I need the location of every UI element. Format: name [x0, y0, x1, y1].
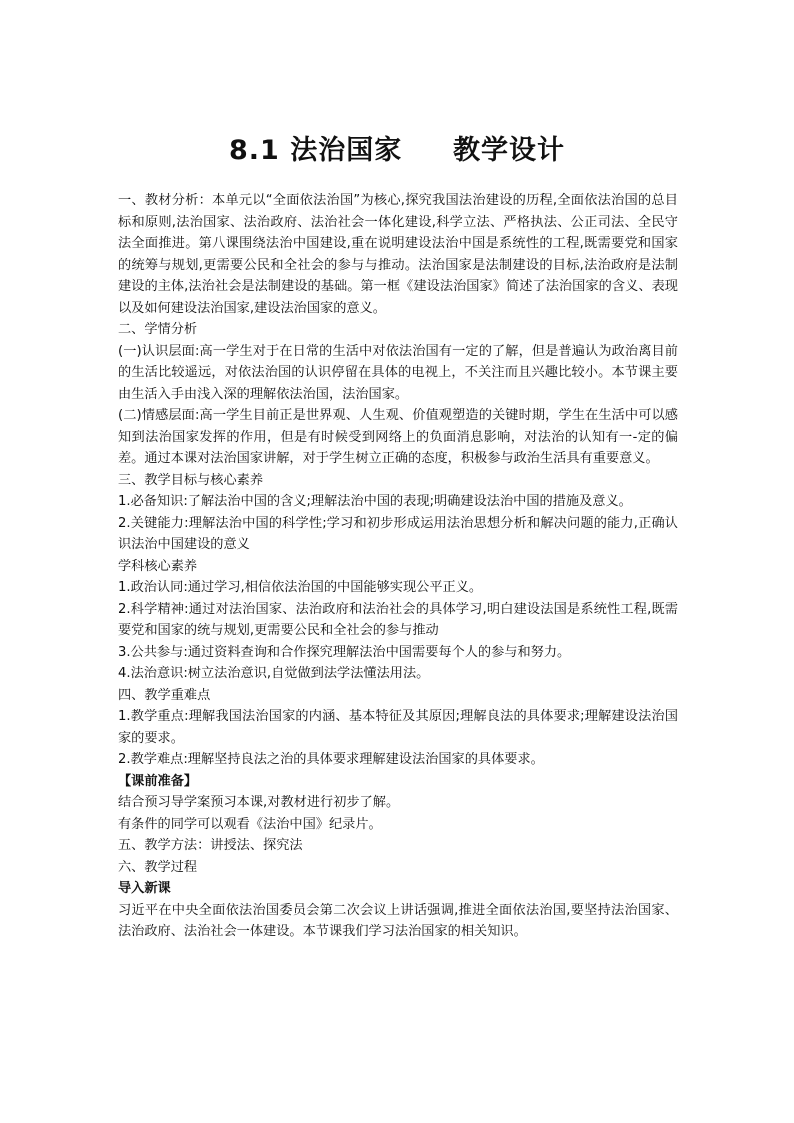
body-paragraph: 四、教学重难点 — [118, 687, 211, 703]
body-paragraph: 三、教学目标与核心素养 — [118, 472, 264, 488]
body-paragraph: 五、教学方法：讲授法、探究法 — [118, 838, 303, 853]
body-paragraph: 学科核心素养 — [118, 558, 198, 574]
title-main: 法治国家 — [290, 135, 403, 166]
body-paragraph: 六、教学过程 — [118, 859, 198, 875]
body-paragraph: 2.科学精神:通过对法治国家、法治政府和法治社会的具体学习,明白建设法国是系统性工程,既需要党和国家的统与规划,更需要公民和全社会的参与推动 — [118, 601, 678, 638]
section-heading: 导入新课 — [118, 881, 171, 896]
body-paragraph: 习近平在中央全面依法治国委员会第二次会议上讲话强调,推进全面依法治国,要坚持法治国家、法治政府、法治社会一体建设。本节课我们学习法治国家的相关知识。 — [118, 902, 678, 939]
body-paragraph: 3.公共参与:通过资料查询和合作探究理解法治中国需要每个人的参与和努力。 — [118, 644, 571, 660]
document-body — [118, 190, 678, 943]
body-paragraph: 1.教学重点:理解我国法治国家的内涵、基本特征及其原因;理解良法的具体要求;理解建设法治国家的要求。 — [118, 709, 678, 746]
page-title — [0, 128, 794, 167]
section-heading: 【课前准备】 — [118, 773, 198, 789]
body-paragraph: 二、学情分析 — [118, 322, 198, 337]
title-suffix: 教学设计 — [453, 135, 566, 166]
title-code: 8.1 — [228, 135, 280, 166]
body-paragraph: 有条件的同学可以观看《法治中国》纪录片。 — [118, 816, 382, 832]
body-paragraph: (二)情感层面:高一学生目前正是世界观、人生观、价值观塑造的关键时期，学生在生活中可以感知到法治国家发挥的作用，但是有时候受到网络上的负面消息影响，对法治的认知有一-定的偏差。通过本课对法治国家讲解，对于学生树立正确的态度，积极参与政治生活具有重要意义。 — [118, 408, 678, 466]
body-paragraph: 2.教学难点:理解坚持良法之治的具体要求理解建设法治国家的具体要求。 — [118, 752, 544, 767]
body-paragraph: 1.必备知识:了解法治中国的含义;理解法治中国的表现;明确建设法治中国的措施及意义。 — [118, 494, 632, 509]
body-paragraph: 4.法治意识:树立法治意识,自觉做到法学法懂法用法。 — [118, 666, 430, 681]
body-paragraph: 一、教材分析：本单元以“全面依法治国”为核心,探究我国法治建设的历程,全面依法治国的总目标和原则,法治国家、法治政府、法治社会一体化建设,科学立法、严格执法、公正司法、全民守法全面推进。第八课围绕法治中国建设,重在说明建设法治中国是系统性的工程,既需要党和国家的统筹与规划,更需要公民和全社会的参与与推动。法治国家是法制建设的目标,法治政府是法制建设的主体,法治社会是法制建设的基础。第一框《建设法治国家》简述了法治国家的含义、表现以及如何建设法治国家,建设法治国家的意义。 — [118, 193, 678, 316]
body-paragraph: 结合预习导学案预习本课,对教材进行初步了解。 — [118, 795, 400, 810]
body-paragraph: 1.政治认同:通过学习,相信依法治国的中国能够实现公平正义。 — [118, 580, 483, 595]
body-paragraph: 2.关键能力:理解法治中国的科学性;学习和初步形成运用法治思想分析和解决问题的能力,正确认识法治中国建设的意义 — [118, 515, 678, 552]
body-paragraph: (一)认识层面:高一学生对于在日常的生活中对依法治国有一定的了解，但是普遍认为政治离目前的生活比较遥远，对依法治国的认识停留在具体的电视上，不关注而且兴趣比较小。本节课主要由生活入手由浅入深的理解依法治国，法治国家。 — [118, 343, 678, 402]
